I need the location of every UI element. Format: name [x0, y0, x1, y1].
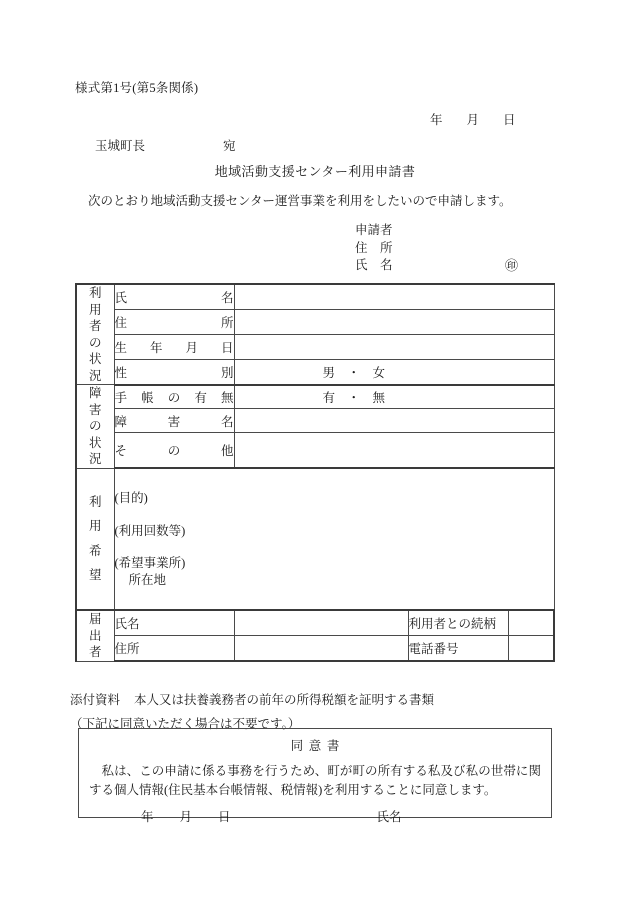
applicant-name-label: 氏 名 — [355, 258, 393, 272]
table-row — [76, 284, 554, 309]
applicant-name-row — [355, 257, 519, 275]
consent-body — [79, 762, 551, 801]
consent-body-line2: 情報(住民基本台帳情報、税情報)を利用することに同意します。 — [139, 783, 497, 798]
field-label-gender: 性 別 — [114, 359, 234, 384]
date-month-label: 月 — [466, 113, 480, 127]
field-label-notifier-address: 住所 — [114, 636, 234, 662]
consent-date-month-label: 月 — [179, 809, 193, 824]
section-label-disability-status: 障 害 の 状 況 — [76, 385, 114, 469]
field-value-notifier-name[interactable] — [234, 610, 408, 636]
consent-title: 同意書 — [290, 739, 345, 753]
field-value-user-name[interactable] — [234, 284, 554, 309]
header-date-line — [430, 110, 516, 128]
usage-wish-office-location-label: 所在地 — [128, 572, 167, 587]
table-row — [76, 636, 554, 662]
applicant-block — [355, 222, 519, 275]
section-label-usage-wish: 利 用 希 望 — [76, 468, 114, 610]
consent-name-label: 氏名 — [376, 809, 402, 824]
table-row — [76, 309, 554, 334]
field-value-handbook[interactable] — [234, 385, 554, 409]
field-label-notifier-name: 氏名 — [114, 610, 234, 636]
usage-wish-purpose-label: (目的) — [114, 491, 148, 505]
field-label-phone: 電話番号 — [408, 636, 508, 662]
form-number: 様式第1号(第5条関係) — [75, 81, 199, 95]
section-label-user-status: 利 用 者 の 状 況 — [76, 284, 114, 385]
gender-choice[interactable]: 男 ・ 女 — [322, 365, 386, 380]
attachments-note: （下記に同意いただく場合は不要です。） — [70, 717, 301, 731]
field-value-user-address[interactable] — [234, 309, 554, 334]
table-row — [76, 610, 554, 636]
section-label-notifier: 届 出 者 — [76, 610, 114, 661]
page-title: 地域活動支援センター利用申請書 — [214, 164, 416, 179]
attachments-label: 添付資料 — [70, 693, 121, 707]
field-value-relationship[interactable] — [508, 610, 554, 636]
addressee-suffix: 宛 — [223, 139, 236, 153]
intro-sentence: 次のとおり地域活動支援センター運営事業を利用をしたいので申請します。 — [88, 194, 512, 208]
usage-wish-cell[interactable] — [114, 468, 554, 610]
usage-wish-item-office — [115, 557, 554, 586]
field-label-user-address: 住 所 — [114, 309, 234, 334]
attachments-line — [70, 690, 434, 708]
consent-date-day-label: 日 — [218, 809, 231, 824]
consent-date-year-label: 年 — [141, 809, 154, 824]
seal-icon: ㊞ — [505, 258, 519, 273]
usage-wish-office-label: (希望事業所) — [114, 556, 186, 570]
table-row — [76, 334, 554, 359]
field-label-user-name: 氏 名 — [114, 284, 234, 309]
consent-signature-line — [79, 807, 551, 825]
addressee-line — [95, 136, 236, 154]
applicant-address-label: 住 所 — [355, 240, 393, 255]
addressee-name: 玉城町長 — [95, 139, 146, 153]
field-label-birthdate: 生 年 月 日 — [114, 334, 234, 359]
table-row — [76, 385, 554, 409]
application-table — [75, 283, 555, 662]
attachments-text: 本人又は扶養義務者の前年の所得税額を証明する書類 — [134, 693, 435, 707]
consent-body-line1: 私は、この申請に係る事務を行うため、町が町の所有する私及び私の世帯に関する個人 — [89, 764, 541, 798]
field-value-other[interactable] — [234, 433, 554, 469]
field-value-phone[interactable] — [508, 636, 554, 662]
date-year-label: 年 — [430, 113, 443, 127]
table-row — [76, 359, 554, 384]
field-value-gender[interactable] — [234, 359, 554, 384]
field-label-handbook: 手 帳 の 有 無 — [114, 385, 234, 409]
table-row — [76, 468, 554, 610]
table-row — [76, 433, 554, 469]
field-label-relationship: 利用者との続柄 — [408, 610, 508, 636]
table-row — [76, 409, 554, 433]
field-label-other: そ の 他 — [114, 433, 234, 469]
usage-wish-item-frequency — [115, 525, 554, 538]
handbook-choice[interactable]: 有 ・ 無 — [322, 390, 386, 405]
applicant-label: 申請者 — [355, 223, 393, 237]
date-day-label: 日 — [503, 113, 516, 127]
field-label-disability-name: 障 害 名 — [114, 409, 234, 433]
field-value-birthdate[interactable] — [234, 334, 554, 359]
usage-wish-item-purpose — [115, 492, 554, 505]
consent-box — [78, 728, 552, 824]
field-value-disability-name[interactable] — [234, 409, 554, 433]
field-value-notifier-address[interactable] — [234, 636, 408, 662]
usage-wish-frequency-label: (利用回数等) — [114, 523, 186, 538]
